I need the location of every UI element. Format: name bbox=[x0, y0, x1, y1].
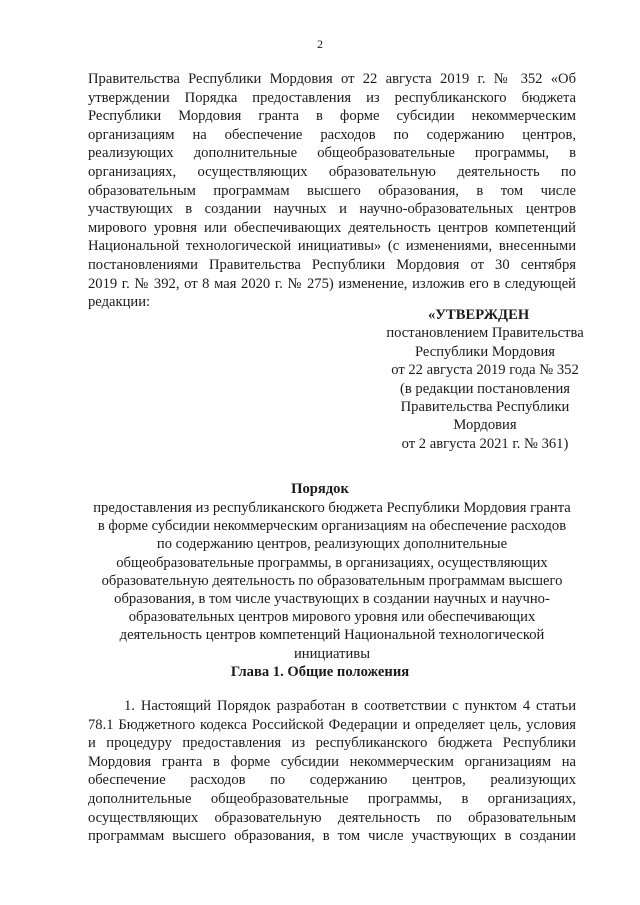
intro-text bbox=[88, 70, 576, 312]
paragraph-line: и процедуру предоставления из республиканского бюджета Республики bbox=[88, 735, 576, 752]
approval-line: Правительства Республики bbox=[400, 399, 570, 416]
paragraph-line: осуществляющих образовательную деятельность по образовательным bbox=[88, 809, 576, 826]
intro-line: реализующих дополнительные общеобразовательные программы, в bbox=[88, 145, 576, 162]
paragraph-line: программам высшего образования, в том числе участвующих в создании bbox=[88, 828, 576, 845]
intro-line: редакции: bbox=[88, 294, 151, 311]
order-line: деятельность центров компетенций Национальной технологической bbox=[119, 627, 545, 644]
order-line: образовательную деятельность по образовательным программам высшего bbox=[101, 572, 563, 589]
order-line: инициативы bbox=[293, 645, 371, 662]
approval-title: «УТВЕРЖДЕН bbox=[428, 307, 530, 323]
order-line: образовательных центров мирового уровня или обеспечивающих bbox=[128, 609, 536, 626]
approval-line: постановлением Правительства bbox=[386, 325, 584, 342]
intro-line: постановлениями Правительства Республики Мордовия от 30 сентября bbox=[88, 256, 576, 273]
order-line: по содержанию центров, реализующих дополнительные bbox=[156, 536, 508, 553]
paragraph-line: 78.1 Бюджетного кодекса Российской Федерации и определяет цель, условия bbox=[88, 716, 576, 733]
intro-line: утверждении Порядка предоставления из республиканского бюджета bbox=[88, 89, 576, 106]
intro-line: участвующих в создании научных и научно-образовательных центров bbox=[88, 201, 576, 218]
intro-line: Республики Мордовия гранта в форме субсидии некоммерческим bbox=[88, 108, 576, 125]
chapter-heading: Глава 1. Общие положения bbox=[230, 664, 410, 680]
approval-stamp bbox=[370, 306, 600, 453]
paragraph-line: дополнительные общеобразовательные программы, в организациях, bbox=[88, 790, 576, 807]
approval-line: (в редакции постановления bbox=[400, 380, 570, 397]
order-line: в форме субсидии некоммерческим организациям на обеспечение расходов bbox=[97, 518, 567, 535]
intro-line: мирового уровня или обеспечивающих деятельность центров компетенций bbox=[88, 219, 576, 236]
order-line: общеобразовательные программы, в организациях, осуществляющих bbox=[116, 554, 548, 571]
approval-line: Мордовия bbox=[453, 417, 517, 434]
order-line: предоставления из республиканского бюджета Республики Мордовия гранта bbox=[93, 500, 571, 516]
intro-line: Национальной технологической инициативы» (с изменениями, внесенными bbox=[88, 238, 576, 255]
approval-line: от 2 августа 2021 г. № 361) bbox=[401, 435, 569, 452]
intro-line: 2019 г. № 392, от 8 мая 2020 г. № 275) изменение, изложив его в следующей bbox=[88, 275, 576, 292]
approval-line: от 22 августа 2019 года № 352 bbox=[391, 362, 579, 379]
approval-line: Республики Мордовия bbox=[414, 343, 555, 360]
paragraph-1 bbox=[88, 697, 576, 846]
order-line: образования, в том числе участвующих в создании научных и научно- bbox=[114, 591, 550, 608]
intro-line: организациях, осуществляющих образовательную деятельность по bbox=[88, 163, 576, 180]
intro-line: образовательным программам высшего образования, в том числе bbox=[88, 182, 576, 199]
order-title: Порядок bbox=[291, 481, 349, 497]
order-description bbox=[88, 499, 576, 663]
intro-line: Правительства Республики Мордовия от 22 августа 2019 г. № 352 «Об bbox=[88, 71, 576, 87]
paragraph-line: Мордовия гранта в форме субсидии некоммерческим организациям на bbox=[88, 753, 576, 770]
paragraph-line: обеспечение расходов по содержанию центров, реализующих bbox=[88, 772, 576, 789]
page-number: 2 bbox=[317, 37, 323, 51]
intro-line: организациям на обеспечение расходов по содержанию центров, bbox=[88, 126, 576, 143]
paragraph-line: 1. Настоящий Порядок разработан в соответствии с пунктом 4 статьи bbox=[124, 698, 576, 714]
